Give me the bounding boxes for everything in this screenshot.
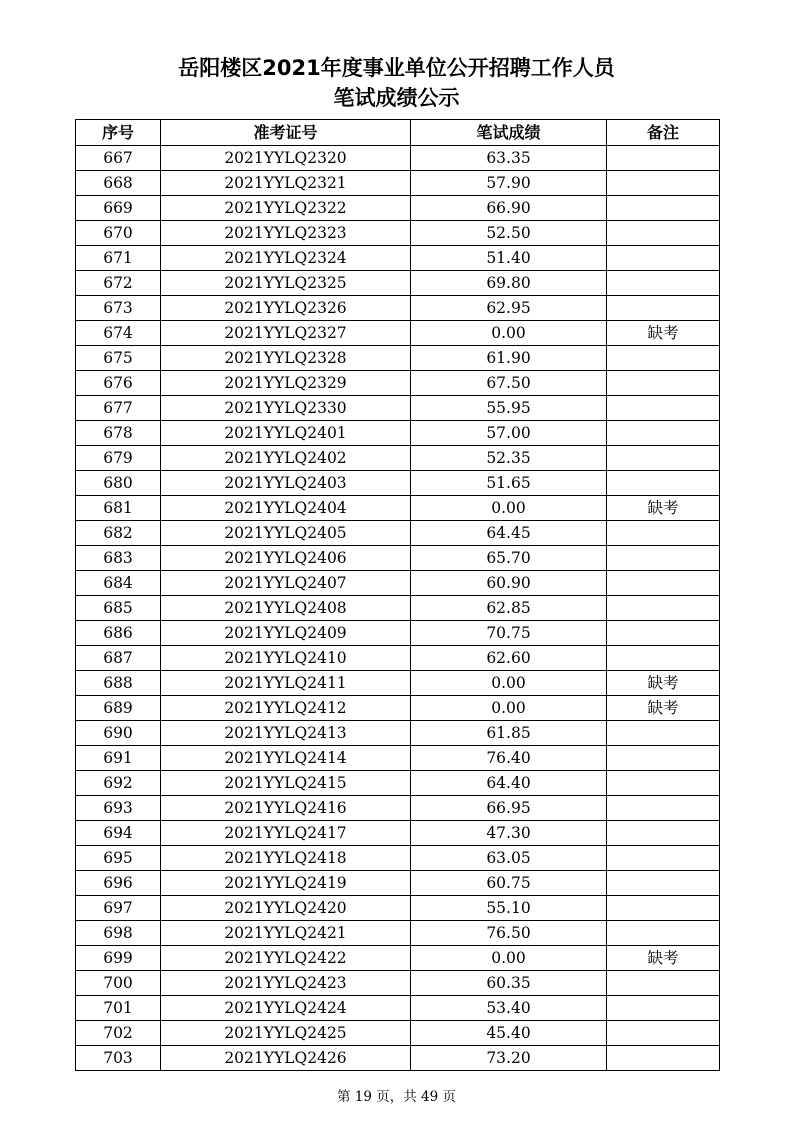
table-row xyxy=(76,496,720,521)
cell-score: 66.95 xyxy=(411,796,607,821)
cell-score: 52.50 xyxy=(411,221,607,246)
cell-remarks xyxy=(607,421,720,446)
cell-index: 694 xyxy=(76,821,161,846)
cell-score: 62.85 xyxy=(411,596,607,621)
cell-index: 671 xyxy=(76,246,161,271)
cell-remarks xyxy=(607,146,720,171)
cell-ticket-number: 2021YYLQ2320 xyxy=(161,146,411,171)
cell-index: 675 xyxy=(76,346,161,371)
table-row xyxy=(76,221,720,246)
cell-index: 698 xyxy=(76,921,161,946)
cell-index: 688 xyxy=(76,671,161,696)
cell-remarks: 缺考 xyxy=(607,671,720,696)
cell-ticket-number: 2021YYLQ2417 xyxy=(161,821,411,846)
cell-index: 695 xyxy=(76,846,161,871)
cell-index: 670 xyxy=(76,221,161,246)
cell-ticket-number: 2021YYLQ2324 xyxy=(161,246,411,271)
table-row xyxy=(76,346,720,371)
cell-remarks xyxy=(607,596,720,621)
cell-ticket-number: 2021YYLQ2329 xyxy=(161,371,411,396)
cell-score: 63.35 xyxy=(411,146,607,171)
cell-ticket-number: 2021YYLQ2419 xyxy=(161,871,411,896)
cell-score: 0.00 xyxy=(411,671,607,696)
cell-score: 0.00 xyxy=(411,696,607,721)
cell-score: 52.35 xyxy=(411,446,607,471)
table-row xyxy=(76,371,720,396)
cell-index: 686 xyxy=(76,621,161,646)
cell-remarks xyxy=(607,1046,720,1071)
cell-ticket-number: 2021YYLQ2410 xyxy=(161,646,411,671)
cell-score: 57.00 xyxy=(411,421,607,446)
cell-remarks xyxy=(607,221,720,246)
table-row xyxy=(76,946,720,971)
table-row xyxy=(76,246,720,271)
cell-remarks xyxy=(607,621,720,646)
cell-ticket-number: 2021YYLQ2328 xyxy=(161,346,411,371)
cell-ticket-number: 2021YYLQ2322 xyxy=(161,196,411,221)
cell-ticket-number: 2021YYLQ2421 xyxy=(161,921,411,946)
cell-index: 673 xyxy=(76,296,161,321)
cell-score: 64.45 xyxy=(411,521,607,546)
cell-remarks xyxy=(607,521,720,546)
cell-score: 67.50 xyxy=(411,371,607,396)
cell-index: 674 xyxy=(76,321,161,346)
table-row xyxy=(76,821,720,846)
cell-index: 700 xyxy=(76,971,161,996)
cell-index: 685 xyxy=(76,596,161,621)
cell-ticket-number: 2021YYLQ2403 xyxy=(161,471,411,496)
cell-score: 60.35 xyxy=(411,971,607,996)
document-title: 岳阳楼区2021年度事业单位公开招聘工作人员 xyxy=(178,56,615,80)
table-row xyxy=(76,771,720,796)
table-row xyxy=(76,146,720,171)
cell-index: 681 xyxy=(76,496,161,521)
cell-index: 668 xyxy=(76,171,161,196)
cell-remarks xyxy=(607,371,720,396)
cell-ticket-number: 2021YYLQ2422 xyxy=(161,946,411,971)
cell-score: 64.40 xyxy=(411,771,607,796)
cell-score: 62.60 xyxy=(411,646,607,671)
table-row xyxy=(76,971,720,996)
cell-remarks: 缺考 xyxy=(607,946,720,971)
cell-index: 692 xyxy=(76,771,161,796)
cell-score: 51.40 xyxy=(411,246,607,271)
cell-score: 70.75 xyxy=(411,621,607,646)
table-row xyxy=(76,796,720,821)
table-row xyxy=(76,1046,720,1071)
cell-remarks xyxy=(607,271,720,296)
table-row xyxy=(76,571,720,596)
cell-score: 53.40 xyxy=(411,996,607,1021)
table-row xyxy=(76,296,720,321)
cell-score: 55.10 xyxy=(411,896,607,921)
cell-remarks xyxy=(607,171,720,196)
cell-remarks xyxy=(607,571,720,596)
cell-score: 62.95 xyxy=(411,296,607,321)
cell-remarks xyxy=(607,771,720,796)
cell-ticket-number: 2021YYLQ2405 xyxy=(161,521,411,546)
cell-remarks xyxy=(607,971,720,996)
cell-score: 60.90 xyxy=(411,571,607,596)
cell-ticket-number: 2021YYLQ2402 xyxy=(161,446,411,471)
table-row xyxy=(76,896,720,921)
cell-remarks xyxy=(607,471,720,496)
cell-score: 66.90 xyxy=(411,196,607,221)
cell-index: 703 xyxy=(76,1046,161,1071)
table-row xyxy=(76,171,720,196)
cell-ticket-number: 2021YYLQ2330 xyxy=(161,396,411,421)
cell-index: 669 xyxy=(76,196,161,221)
cell-remarks xyxy=(607,546,720,571)
cell-ticket-number: 2021YYLQ2407 xyxy=(161,571,411,596)
cell-ticket-number: 2021YYLQ2412 xyxy=(161,696,411,721)
cell-remarks xyxy=(607,821,720,846)
table-row xyxy=(76,421,720,446)
cell-index: 667 xyxy=(76,146,161,171)
cell-index: 684 xyxy=(76,571,161,596)
table-row xyxy=(76,446,720,471)
table-row xyxy=(76,996,720,1021)
column-header-remarks: 备注 xyxy=(607,120,720,146)
column-header-index: 序号 xyxy=(76,120,161,146)
cell-remarks xyxy=(607,346,720,371)
table-row xyxy=(76,696,720,721)
cell-ticket-number: 2021YYLQ2413 xyxy=(161,721,411,746)
cell-ticket-number: 2021YYLQ2414 xyxy=(161,746,411,771)
cell-score: 57.90 xyxy=(411,171,607,196)
cell-index: 672 xyxy=(76,271,161,296)
table-row xyxy=(76,671,720,696)
cell-index: 696 xyxy=(76,871,161,896)
cell-remarks: 缺考 xyxy=(607,496,720,521)
cell-score: 47.30 xyxy=(411,821,607,846)
table-row xyxy=(76,921,720,946)
table-row xyxy=(76,871,720,896)
cell-index: 679 xyxy=(76,446,161,471)
cell-ticket-number: 2021YYLQ2323 xyxy=(161,221,411,246)
cell-index: 699 xyxy=(76,946,161,971)
score-table xyxy=(75,119,720,1071)
table-row xyxy=(76,721,720,746)
cell-remarks: 缺考 xyxy=(607,696,720,721)
cell-index: 687 xyxy=(76,646,161,671)
cell-ticket-number: 2021YYLQ2418 xyxy=(161,846,411,871)
table-row xyxy=(76,746,720,771)
cell-remarks xyxy=(607,296,720,321)
cell-index: 678 xyxy=(76,421,161,446)
cell-remarks xyxy=(607,896,720,921)
cell-index: 697 xyxy=(76,896,161,921)
document-subtitle: 笔试成绩公示 xyxy=(333,86,460,110)
cell-index: 690 xyxy=(76,721,161,746)
cell-score: 51.65 xyxy=(411,471,607,496)
cell-ticket-number: 2021YYLQ2326 xyxy=(161,296,411,321)
cell-remarks xyxy=(607,796,720,821)
cell-ticket-number: 2021YYLQ2415 xyxy=(161,771,411,796)
cell-score: 55.95 xyxy=(411,396,607,421)
cell-remarks xyxy=(607,446,720,471)
cell-remarks xyxy=(607,921,720,946)
cell-score: 61.90 xyxy=(411,346,607,371)
table-row xyxy=(76,521,720,546)
cell-ticket-number: 2021YYLQ2401 xyxy=(161,421,411,446)
cell-remarks: 缺考 xyxy=(607,321,720,346)
cell-index: 677 xyxy=(76,396,161,421)
cell-ticket-number: 2021YYLQ2409 xyxy=(161,621,411,646)
cell-ticket-number: 2021YYLQ2411 xyxy=(161,671,411,696)
table-row xyxy=(76,321,720,346)
cell-score: 0.00 xyxy=(411,496,607,521)
cell-score: 76.50 xyxy=(411,921,607,946)
cell-score: 0.00 xyxy=(411,946,607,971)
cell-score: 61.85 xyxy=(411,721,607,746)
table-row xyxy=(76,546,720,571)
cell-remarks xyxy=(607,646,720,671)
cell-score: 69.80 xyxy=(411,271,607,296)
cell-index: 689 xyxy=(76,696,161,721)
table-row xyxy=(76,646,720,671)
cell-index: 702 xyxy=(76,1021,161,1046)
cell-remarks xyxy=(607,846,720,871)
table-row xyxy=(76,196,720,221)
table-row xyxy=(76,471,720,496)
cell-index: 676 xyxy=(76,371,161,396)
page-number: 第 19 页，共 49 页 xyxy=(336,1089,457,1105)
table-row xyxy=(76,596,720,621)
cell-score: 60.75 xyxy=(411,871,607,896)
cell-index: 691 xyxy=(76,746,161,771)
cell-ticket-number: 2021YYLQ2404 xyxy=(161,496,411,521)
cell-ticket-number: 2021YYLQ2423 xyxy=(161,971,411,996)
table-row xyxy=(76,271,720,296)
cell-index: 701 xyxy=(76,996,161,1021)
cell-score: 0.00 xyxy=(411,321,607,346)
cell-index: 682 xyxy=(76,521,161,546)
table-row xyxy=(76,396,720,421)
cell-remarks xyxy=(607,721,720,746)
cell-remarks xyxy=(607,196,720,221)
cell-ticket-number: 2021YYLQ2408 xyxy=(161,596,411,621)
cell-ticket-number: 2021YYLQ2327 xyxy=(161,321,411,346)
table-header-row xyxy=(76,120,720,146)
cell-score: 63.05 xyxy=(411,846,607,871)
cell-score: 73.20 xyxy=(411,1046,607,1071)
table-row xyxy=(76,846,720,871)
table-body xyxy=(76,146,720,1071)
cell-ticket-number: 2021YYLQ2420 xyxy=(161,896,411,921)
cell-ticket-number: 2021YYLQ2406 xyxy=(161,546,411,571)
cell-remarks xyxy=(607,746,720,771)
cell-remarks xyxy=(607,871,720,896)
table-row xyxy=(76,621,720,646)
cell-ticket-number: 2021YYLQ2321 xyxy=(161,171,411,196)
cell-ticket-number: 2021YYLQ2425 xyxy=(161,1021,411,1046)
cell-remarks xyxy=(607,1021,720,1046)
cell-index: 683 xyxy=(76,546,161,571)
cell-score: 76.40 xyxy=(411,746,607,771)
cell-ticket-number: 2021YYLQ2416 xyxy=(161,796,411,821)
cell-ticket-number: 2021YYLQ2424 xyxy=(161,996,411,1021)
cell-remarks xyxy=(607,396,720,421)
cell-score: 45.40 xyxy=(411,1021,607,1046)
cell-index: 693 xyxy=(76,796,161,821)
cell-remarks xyxy=(607,246,720,271)
table-row xyxy=(76,1021,720,1046)
cell-score: 65.70 xyxy=(411,546,607,571)
cell-ticket-number: 2021YYLQ2325 xyxy=(161,271,411,296)
cell-index: 680 xyxy=(76,471,161,496)
column-header-score: 笔试成绩 xyxy=(411,120,607,146)
cell-ticket-number: 2021YYLQ2426 xyxy=(161,1046,411,1071)
cell-remarks xyxy=(607,996,720,1021)
column-header-ticket-number: 准考证号 xyxy=(161,120,411,146)
